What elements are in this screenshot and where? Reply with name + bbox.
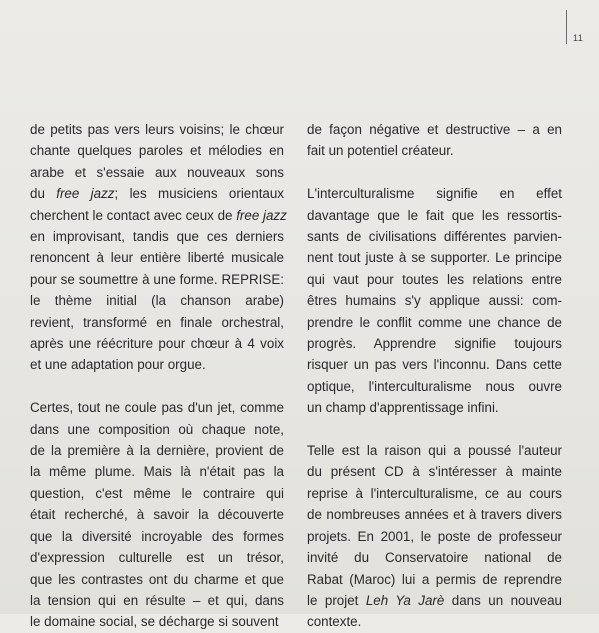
text-segment: contexte. — [307, 614, 362, 630]
text-segment: reprise à l'interculturalisme, ce au cours — [307, 485, 562, 501]
text-line — [307, 312, 562, 333]
text-line — [30, 205, 287, 226]
text-line — [30, 504, 284, 525]
text-line — [30, 312, 284, 333]
italic-title: free jazz — [236, 207, 287, 223]
text-line — [30, 440, 284, 461]
text-segment: Certes, tout ne coule pas d'un jet, comme — [30, 400, 284, 416]
left-column — [30, 119, 287, 633]
text-segment: Telle est la raison qui a poussé l'auteur — [307, 443, 562, 459]
text-segment: sants de civilisations différentes parvien- — [307, 229, 562, 245]
text-line — [307, 290, 562, 311]
text-line — [30, 611, 284, 632]
italic-title: Leh Ya Jarè — [365, 592, 445, 608]
text-segment: question, c'est même le contraire qui — [30, 485, 284, 501]
text-line — [307, 226, 562, 247]
text-line — [307, 440, 562, 461]
paragraph — [307, 119, 562, 162]
paragraph — [30, 119, 287, 376]
text-segment: que la diversité incroyable des formes — [30, 528, 284, 544]
text-line — [30, 354, 284, 375]
text-segment: fait un potentiel créateur. — [307, 143, 454, 159]
text-segment: invité du Conservatoire national de — [307, 550, 562, 566]
text-line — [30, 226, 284, 247]
text-segment: d'expression culturelle est un trésor, — [30, 550, 284, 566]
text-segment: revient, transformé en finale orchestral, — [30, 314, 284, 330]
text-line — [30, 162, 284, 183]
text-line — [307, 461, 562, 482]
right-column — [307, 119, 562, 633]
italic-title: free jazz — [56, 186, 115, 202]
text-segment: prendre le conflit comme une chance de — [307, 314, 562, 330]
text-segment: Rabat (Maroc) lui a permis de reprendre — [307, 571, 562, 587]
text-segment: la tension qui en résulte – et qui, dans — [30, 592, 284, 608]
text-line — [307, 611, 562, 632]
text-segment: du présent CD à s'intéresser à mainte — [307, 464, 562, 480]
header-rule — [566, 10, 567, 44]
text-segment: la même plume. Mais là n'était pas la — [30, 464, 284, 480]
text-segment: projets. En 2001, le poste de professeur — [307, 528, 562, 544]
text-line — [30, 569, 284, 590]
text-segment: et une adaptation pour orgue. — [30, 357, 206, 373]
text-line — [307, 376, 562, 397]
text-line — [30, 590, 284, 611]
paragraph — [307, 183, 562, 418]
text-segment: risquer un pas vers l'inconnu. Dans cette — [307, 357, 562, 373]
text-line — [30, 247, 284, 268]
text-segment: de petits pas vers leurs voisins; le chœur — [30, 122, 284, 137]
text-line — [30, 419, 284, 440]
text-segment: dans une composition où chaque note, — [30, 421, 284, 437]
text-segment: êtres humains s'y applique aussi: com- — [307, 293, 562, 309]
text-segment: de nombreuses années et à travers divers — [307, 507, 562, 523]
text-segment: de la première à la dernière, provient de — [30, 443, 284, 459]
text-segment: le domaine social, se décharge si souvent — [30, 614, 279, 630]
paragraph — [307, 440, 562, 633]
text-line — [307, 119, 562, 140]
text-segment: L'interculturalisme signifie en effet — [307, 186, 562, 202]
paragraph — [30, 397, 284, 632]
text-segment: renoncent à leur entière liberté musicale — [30, 250, 284, 266]
text-line — [30, 183, 284, 204]
text-line — [307, 183, 562, 204]
text-line — [30, 397, 284, 418]
text-line — [307, 569, 562, 590]
text-segment: chante quelques paroles et mélodies en — [30, 143, 284, 159]
text-line — [30, 269, 284, 290]
text-segment: était recherché, à savoir la découverte — [30, 507, 284, 523]
text-line — [307, 547, 562, 568]
text-line — [307, 205, 562, 226]
text-segment: du — [30, 186, 57, 202]
text-line — [307, 483, 562, 504]
text-segment: qui vaut pour toutes les relations entre — [307, 271, 562, 287]
text-line — [30, 290, 284, 311]
text-line — [30, 547, 284, 568]
text-segment: le projet — [307, 592, 366, 608]
text-line — [30, 333, 284, 354]
text-line — [307, 397, 562, 418]
text-line — [307, 590, 562, 611]
text-line — [30, 119, 284, 140]
text-segment: que les contrastes ont du charme et que — [30, 571, 284, 587]
text-segment: optique, l'interculturalisme nous ouvre — [307, 378, 562, 394]
text-line — [30, 526, 284, 547]
text-line — [307, 333, 562, 354]
text-segment: dans un nouveau — [444, 592, 562, 608]
text-line — [30, 461, 284, 482]
text-line — [307, 526, 562, 547]
text-line — [307, 504, 562, 525]
text-line — [307, 269, 562, 290]
text-segment: pour se soumettre à une forme. REPRISE: — [30, 271, 284, 287]
text-segment: après une réécriture pour chœur à 4 voix — [30, 336, 284, 352]
text-segment: nent tout juste à se supporter. Le principe — [307, 250, 562, 266]
text-segment: davantage que le fait que les ressortis- — [307, 207, 562, 223]
text-segment: le thème initial (la chanson arabe) — [30, 293, 284, 309]
page-number: 11 — [573, 33, 584, 43]
text-segment: un champ d'apprentissage infini. — [307, 400, 499, 416]
text-segment: de façon négative et destructive – a en — [307, 122, 562, 137]
text-segment: progrès. Apprendre signifie toujours — [307, 336, 562, 352]
text-line — [30, 140, 284, 161]
text-segment: ; les musiciens orientaux — [114, 186, 285, 202]
text-segment: arabe et s'essaie aux nouveaux sons — [30, 164, 284, 180]
text-segment: en improvisant, tandis que ces derniers — [30, 229, 284, 245]
text-line — [307, 247, 562, 268]
text-line — [307, 354, 562, 375]
text-line — [30, 483, 284, 504]
text-segment: cherchent le contact avec ceux de — [30, 207, 237, 223]
text-line — [307, 140, 562, 161]
